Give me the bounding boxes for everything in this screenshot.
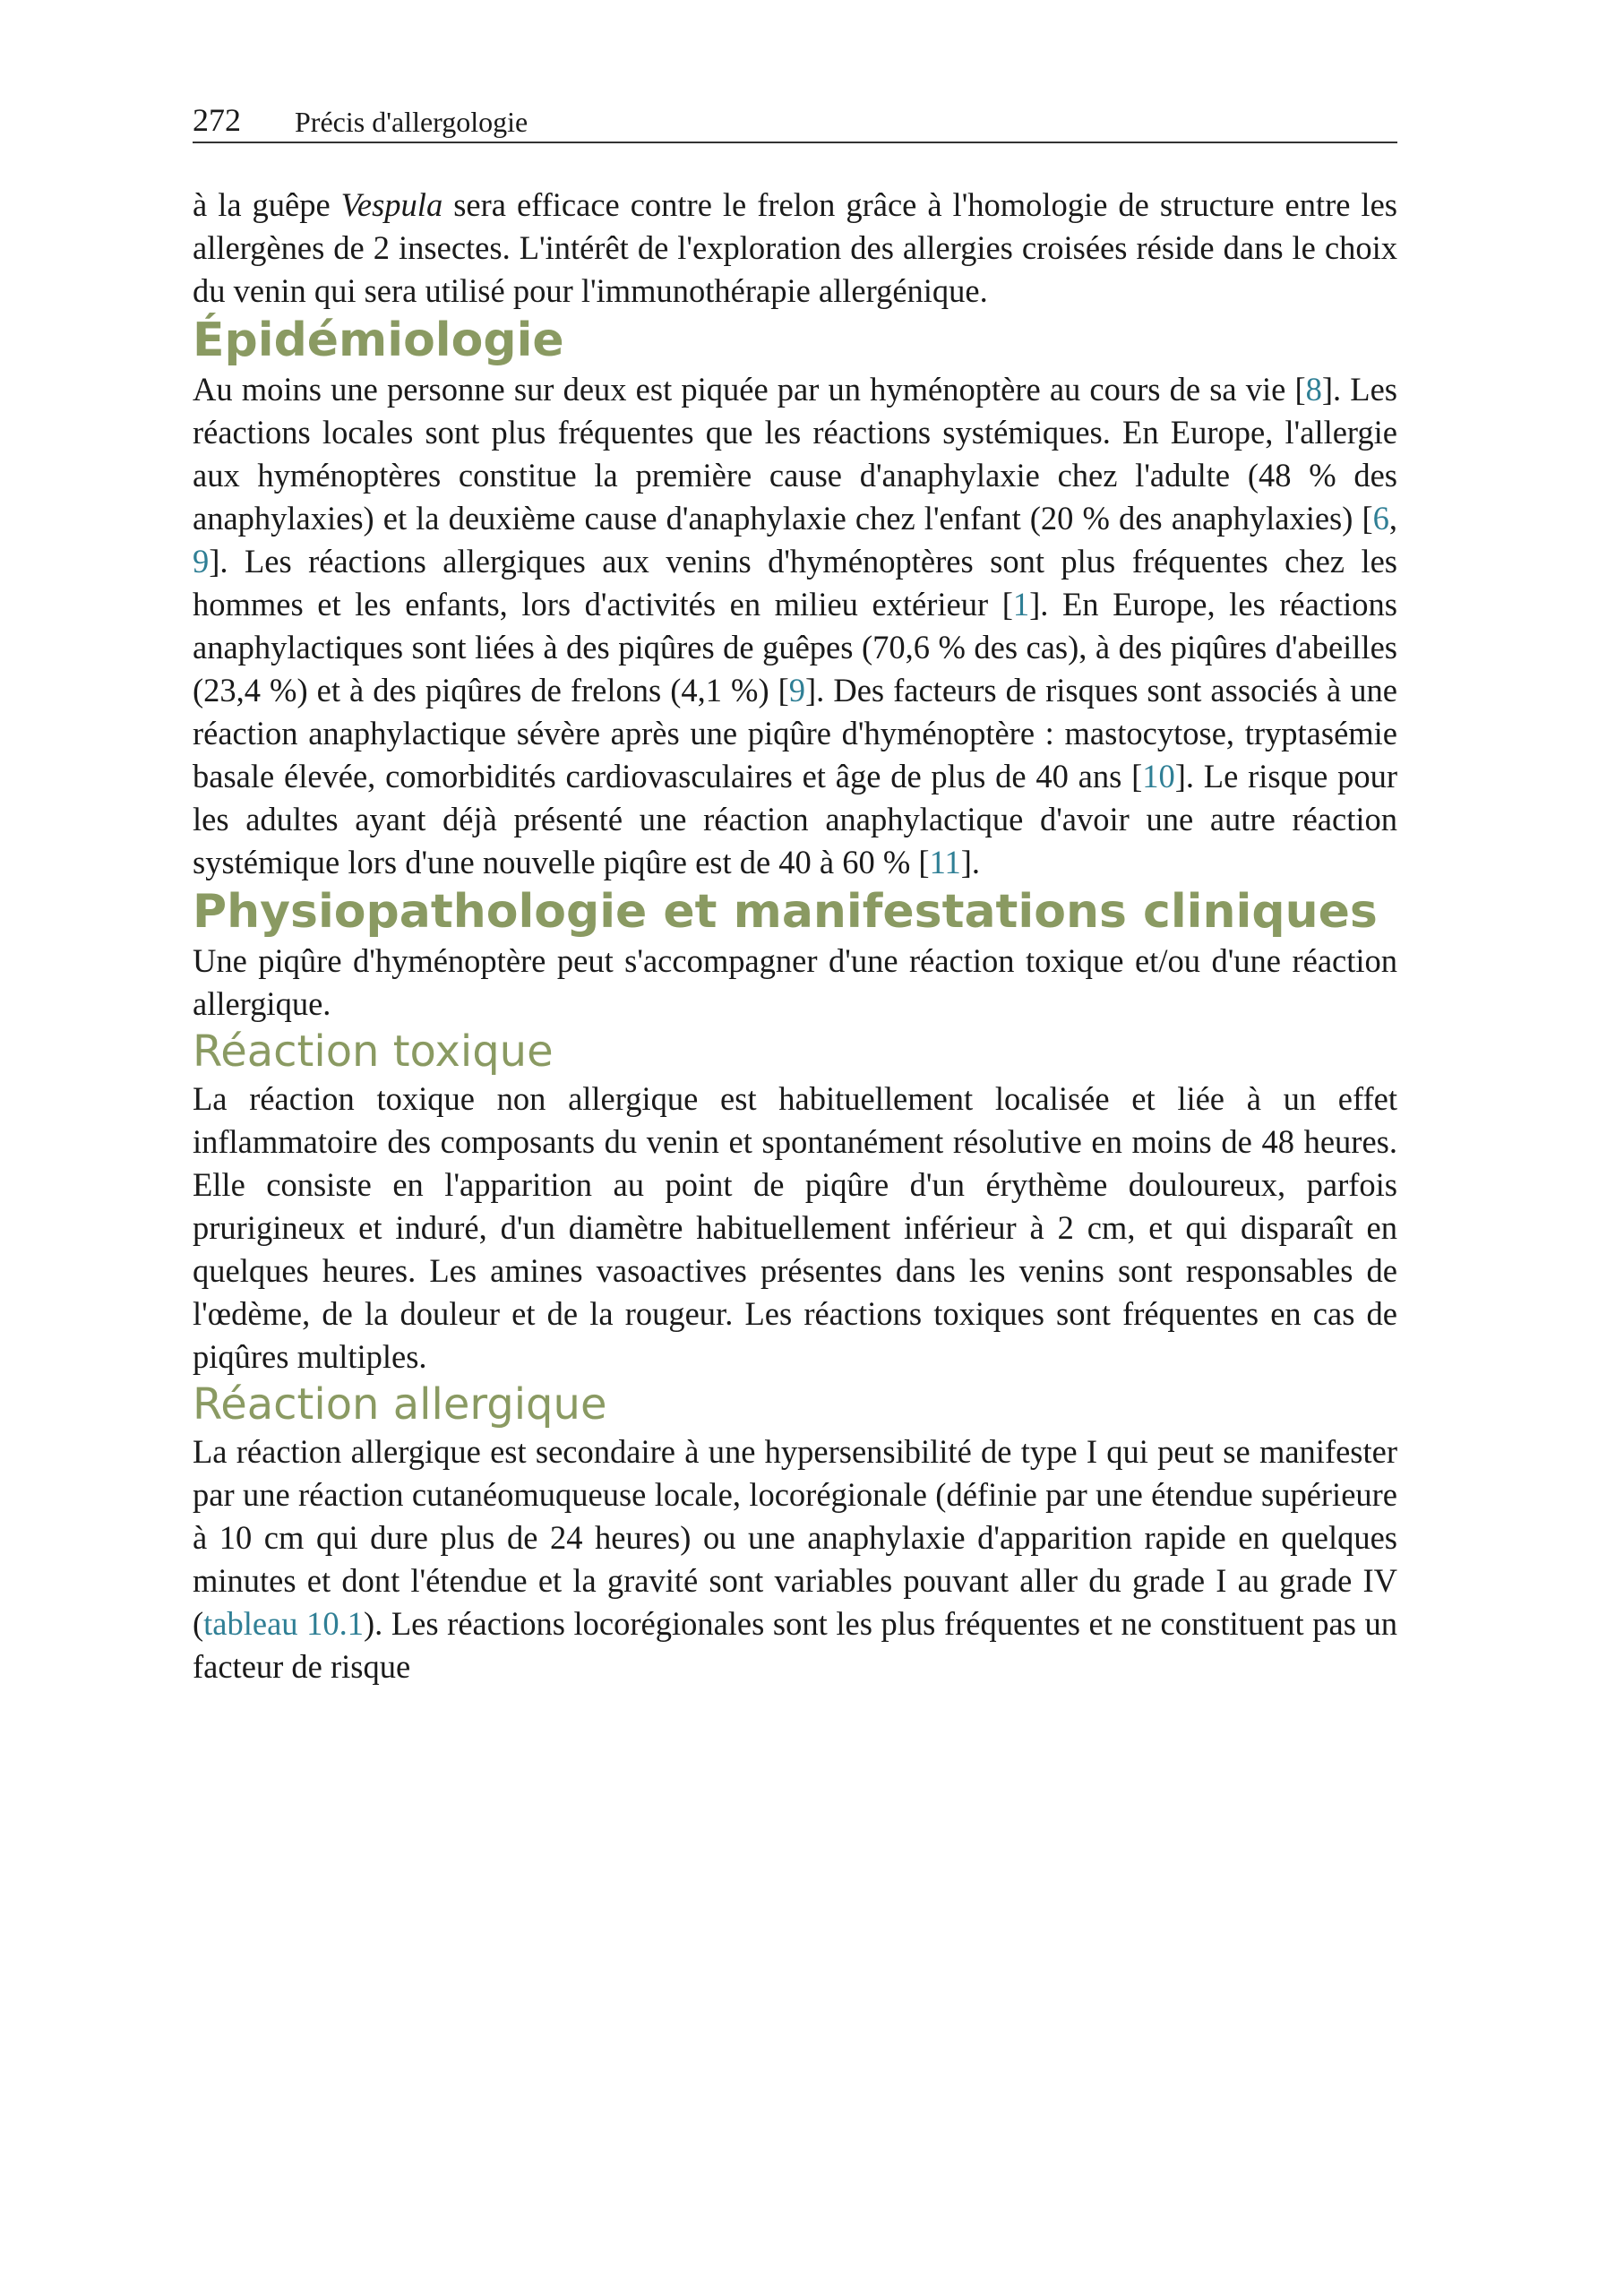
running-header xyxy=(193,90,1397,143)
intro-paragraph xyxy=(193,184,1397,313)
text-segment: ]. En Europe, les réactions anaphylactiques sont liées à des piqûres de guêpes (70,6 % des cas), à des piqûres d'abeilles (23,4 %) et à des piqûres de frelons (4,1 %) [ xyxy=(193,586,1398,709)
intro-text-start: à la guêpe xyxy=(193,186,341,223)
heading-reaction-toxique: Réaction toxique xyxy=(193,1026,554,1077)
heading-epidemiologie: Épidémiologie xyxy=(193,313,564,367)
citation-link[interactable]: 8 xyxy=(1305,371,1322,408)
text-segment: Au moins une personne sur deux est piquée par un hyménoptère au cours de sa vie [ xyxy=(193,371,1306,408)
intro-text-rest: sera efficace contre le frelon grâce à l'homologie de structure entre les allergènes de 2 insectes. L'intérêt de l'exploration des allergies croisées réside dans le choix du venin qui sera utilisé pour l'immunothérapie allergénique. xyxy=(193,186,1397,309)
text-segment: La réaction allergique est secondaire à une hypersensibilité de type I qui peut se manifester par une réaction cutanéomuqueuse locale, locorégionale (définie par une étendue supérieure à 10 cm qui dure plus de 24 heures) ou une anaphylaxie d'apparition rapide en quelques minutes et dont l'étendue et la gravité sont variables pouvant aller du grade I au grade IV ( xyxy=(193,1433,1397,1642)
text-segment: , xyxy=(1388,500,1397,537)
reaction-allergique-paragraph xyxy=(193,1430,1397,1688)
text-segment: ]. Le risque pour les adultes ayant déjà présenté une réaction anaphylactique d'avoir une autre réaction systémique lors d'une nouvelle piqûre est de 40 à 60 % [ xyxy=(193,758,1397,880)
citation-link[interactable]: 6 xyxy=(1372,500,1389,537)
citation-link[interactable]: 1 xyxy=(1012,586,1030,623)
reaction-toxique-paragraph: La réaction toxique non allergique est habituellement localisée et liée à un effet inflammatoire des composants du venin et spontanément résolutive en moins de 48 heures. Elle consiste en l'apparition au point de piqûre d'un érythème douloureux, parfois prurigineux et induré, d'un diamètre habituellement inférieur à 2 cm, et qui disparaît en quelques heures. Les amines vasoactives présentes dans les venins sont responsables de l'œdème, de la douleur et de la rougeur. Les réactions toxiques sont fréquentes en cas de piqûres multiples. xyxy=(193,1080,1397,1375)
text-segment: ]. xyxy=(960,844,981,880)
physiopathologie-paragraph: Une piqûre d'hyménoptère peut s'accompagner d'une réaction toxique et/ou d'une réaction allergique. xyxy=(193,942,1397,1022)
table-reference-link[interactable]: tableau 10.1 xyxy=(203,1605,365,1642)
citation-link[interactable]: 11 xyxy=(929,844,961,880)
book-title: Précis d'allergologie xyxy=(295,106,528,138)
citation-link[interactable]: 10 xyxy=(1142,758,1175,794)
text-segment: ]. Les réactions locales sont plus fréquentes que les réactions systémiques. En Europe, l'allergie aux hyménoptères constitue la première cause d'anaphylaxie chez l'adulte (48 % des anaphylaxies) et la deuxième cause d'anaphylaxie chez l'enfant (20 % des anaphylaxies) [ xyxy=(193,371,1397,537)
text-segment: ]. Des facteurs de risques sont associés à une réaction anaphylactique sévère après une piqûre d'hyménoptère : mastocytose, tryptasémie basale élevée, comorbidités cardiovasculaires et âge de plus de 40 ans [ xyxy=(193,672,1397,794)
page-content xyxy=(193,184,1397,1688)
text-segment: ). Les réactions locorégionales sont les plus fréquentes et ne constituent pas un facteur de risque xyxy=(193,1605,1397,1685)
species-name: Vespula xyxy=(340,186,443,223)
epidemiologie-paragraph xyxy=(193,368,1397,884)
page-number: 272 xyxy=(193,102,241,138)
text-segment: ]. Les réactions allergiques aux venins d'hyménoptères sont plus fréquentes chez les hommes et les enfants, lors d'activités en milieu extérieur [ xyxy=(193,543,1397,623)
heading-physiopathologie: Physiopathologie et manifestations cliniques xyxy=(193,885,1378,939)
citation-link[interactable]: 9 xyxy=(788,672,806,709)
heading-reaction-allergique: Réaction allergique xyxy=(193,1379,607,1430)
citation-link[interactable]: 9 xyxy=(193,543,210,580)
